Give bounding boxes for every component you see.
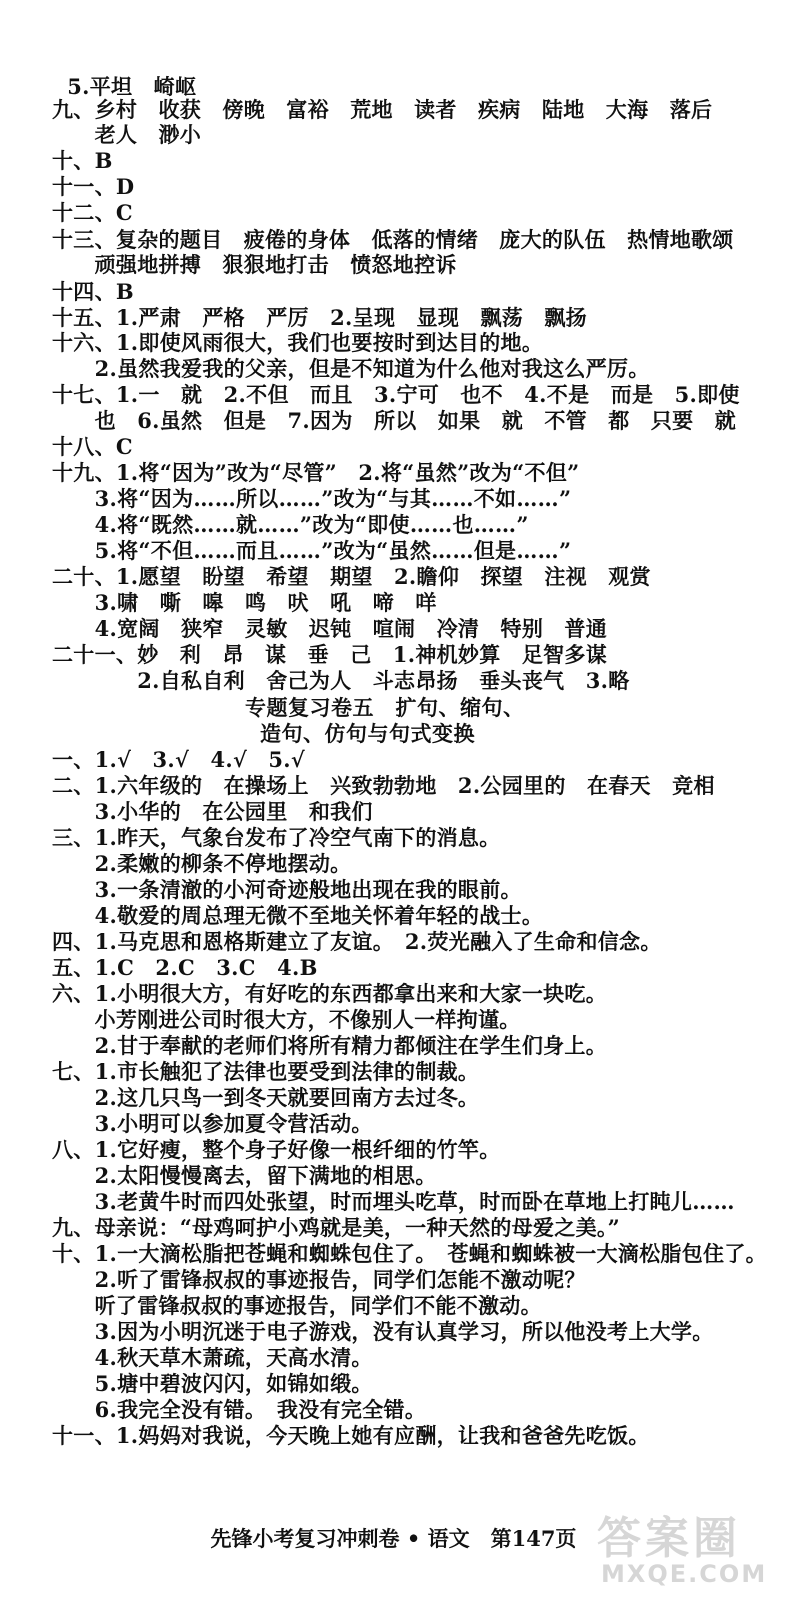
answer-line: 十九、1.将“因为”改为“尽管” 2.将“虽然”改为“不但” bbox=[52, 460, 580, 485]
answer-line: 4.敬爱的周总理无微不至地关怀着年轻的战士。 bbox=[52, 903, 544, 928]
answer-line: 2.自私自利 舍己为人 斗志昂扬 垂头丧气 3.略 bbox=[52, 668, 630, 693]
answer-line: 6.我完全没有错。 我没有完全错。 bbox=[52, 1397, 427, 1422]
answer-line: 3.将“因为……所以……”改为“与其……不如……” bbox=[52, 486, 572, 511]
answer-line: 十五、1.严肃 严格 严厉 2.呈现 显现 飘荡 飘扬 bbox=[52, 305, 587, 330]
watermark-text: 答案圈 bbox=[597, 1513, 741, 1564]
answer-line: 5.塘中碧波闪闪，如锦如缎。 bbox=[52, 1371, 373, 1396]
answer-line: 一、1.√ 3.√ 4.√ 5.√ bbox=[52, 747, 305, 772]
answer-line: 3.小华的 在公园里 和我们 bbox=[52, 799, 373, 824]
answer-line: 2.甘于奉献的老师们将所有精力都倾注在学生们身上。 bbox=[52, 1033, 608, 1058]
answer-line: 二、1.六年级的 在操场上 兴致勃勃地 2.公园里的 在春天 竞相 bbox=[52, 773, 715, 798]
answer-line: 5.将“不但……而且……”改为“虽然……但是……” bbox=[52, 538, 572, 563]
watermark-url: MXQE.COM bbox=[601, 1560, 768, 1588]
answer-line: 4.将“既然……就……”改为“即使……也……” bbox=[52, 512, 529, 537]
answer-line: 2.虽然我爱我的父亲，但是不知道为什么他对我这么严厉。 bbox=[52, 356, 650, 381]
answer-line: 十三、复杂的题目 疲倦的身体 低落的情绪 庞大的队伍 热情地歌颂 bbox=[52, 227, 734, 252]
answer-line: 老人 渺小 bbox=[52, 122, 202, 147]
section-title: 造句、仿句与句式变换 bbox=[260, 721, 475, 746]
answer-line: 也 6.虽然 但是 7.因为 所以 如果 就 不管 都 只要 就 bbox=[52, 408, 737, 433]
answer-line: 2.这几只鸟一到冬天就要回南方去过冬。 bbox=[52, 1085, 480, 1110]
answer-line: 3.一条清澈的小河奇迹般地出现在我的眼前。 bbox=[52, 877, 522, 902]
answer-line: 九、母亲说：“母鸡呵护小鸡就是美，一种天然的母爱之美。” bbox=[52, 1215, 621, 1240]
answer-line: 十一、1.妈妈对我说，今天晚上她有应酬，让我和爸爸先吃饭。 bbox=[52, 1423, 650, 1448]
answer-line: 二十一、妙 利 昂 谋 垂 己 1.神机妙算 足智多谋 bbox=[52, 642, 608, 667]
answer-line: 听了雷锋叔叔的事迹报告，同学们不能不激动。 bbox=[52, 1293, 542, 1318]
answer-line: 十四、B bbox=[52, 279, 134, 304]
answer-line: 十八、C bbox=[52, 434, 133, 459]
answer-line: 2.太阳慢慢离去，留下满地的相思。 bbox=[52, 1163, 437, 1188]
answer-line: 十、1.一大滴松脂把苍蝇和蜘蛛包住了。 苍蝇和蜘蛛被一大滴松脂包住了。 bbox=[52, 1241, 767, 1266]
answer-line: 2.听了雷锋叔叔的事迹报告，同学们怎能不激动呢？ bbox=[52, 1267, 586, 1292]
page-footer: 先锋小考复习冲刺卷 • 语文 第147页 bbox=[210, 1526, 577, 1551]
answer-line: 七、1.市长触犯了法律也要受到法律的制裁。 bbox=[52, 1059, 480, 1084]
answer-line: 四、1.马克思和恩格斯建立了友谊。 2.荧光融入了生命和信念。 bbox=[52, 929, 662, 954]
answer-line: 九、乡村 收获 傍晚 富裕 荒地 读者 疾病 陆地 大海 落后 bbox=[52, 97, 713, 122]
answer-line: 十七、1.一 就 2.不但 而且 3.宁可 也不 4.不是 而是 5.即使 bbox=[52, 382, 740, 407]
answer-line: 三、1.昨天，气象台发布了冷空气南下的消息。 bbox=[52, 825, 501, 850]
section-title: 专题复习卷五 扩句、缩句、 bbox=[245, 695, 525, 720]
answer-line: 3.啸 嘶 嗥 鸣 吠 吼 啼 咩 bbox=[52, 590, 437, 615]
answer-line: 3.老黄牛时而四处张望，时而埋头吃草，时而卧在草地上打盹儿…… bbox=[52, 1189, 735, 1214]
answer-line: 十一、D bbox=[52, 174, 135, 199]
answer-line: 顽强地拼搏 狠狠地打击 愤怒地控诉 bbox=[52, 252, 457, 277]
watermark-logo bbox=[589, 1502, 779, 1594]
answer-line: 5.平坦 崎岖 bbox=[52, 74, 197, 99]
answer-line: 五、1.C 2.C 3.C 4.B bbox=[52, 955, 318, 980]
answer-line: 十六、1.即使风雨很大，我们也要按时到达目的地。 bbox=[52, 330, 544, 355]
answer-line: 3.小明可以参加夏令营活动。 bbox=[52, 1111, 373, 1136]
answer-line: 八、1.它好瘦，整个身子好像一根纤细的竹竿。 bbox=[52, 1137, 501, 1162]
answer-line: 4.宽阔 狭窄 灵敏 迟钝 喧闹 冷清 特别 普通 bbox=[52, 616, 608, 641]
answer-line: 小芳刚进公司时很大方，不像别人一样拘谨。 bbox=[52, 1007, 521, 1032]
answer-line: 六、1.小明很大方，有好吃的东西都拿出来和大家一块吃。 bbox=[52, 981, 608, 1006]
answer-line: 十二、C bbox=[52, 200, 133, 225]
answer-line: 十、B bbox=[52, 148, 113, 173]
answer-line: 2.柔嫩的柳条不停地摆动。 bbox=[52, 851, 352, 876]
answer-line: 3.因为小明沉迷于电子游戏，没有认真学习，所以他没考上大学。 bbox=[52, 1319, 714, 1344]
answer-line: 二十、1.愿望 盼望 希望 期望 2.瞻仰 探望 注视 观赏 bbox=[52, 564, 651, 589]
answer-line: 4.秋天草木萧疏，天高水清。 bbox=[52, 1345, 373, 1370]
